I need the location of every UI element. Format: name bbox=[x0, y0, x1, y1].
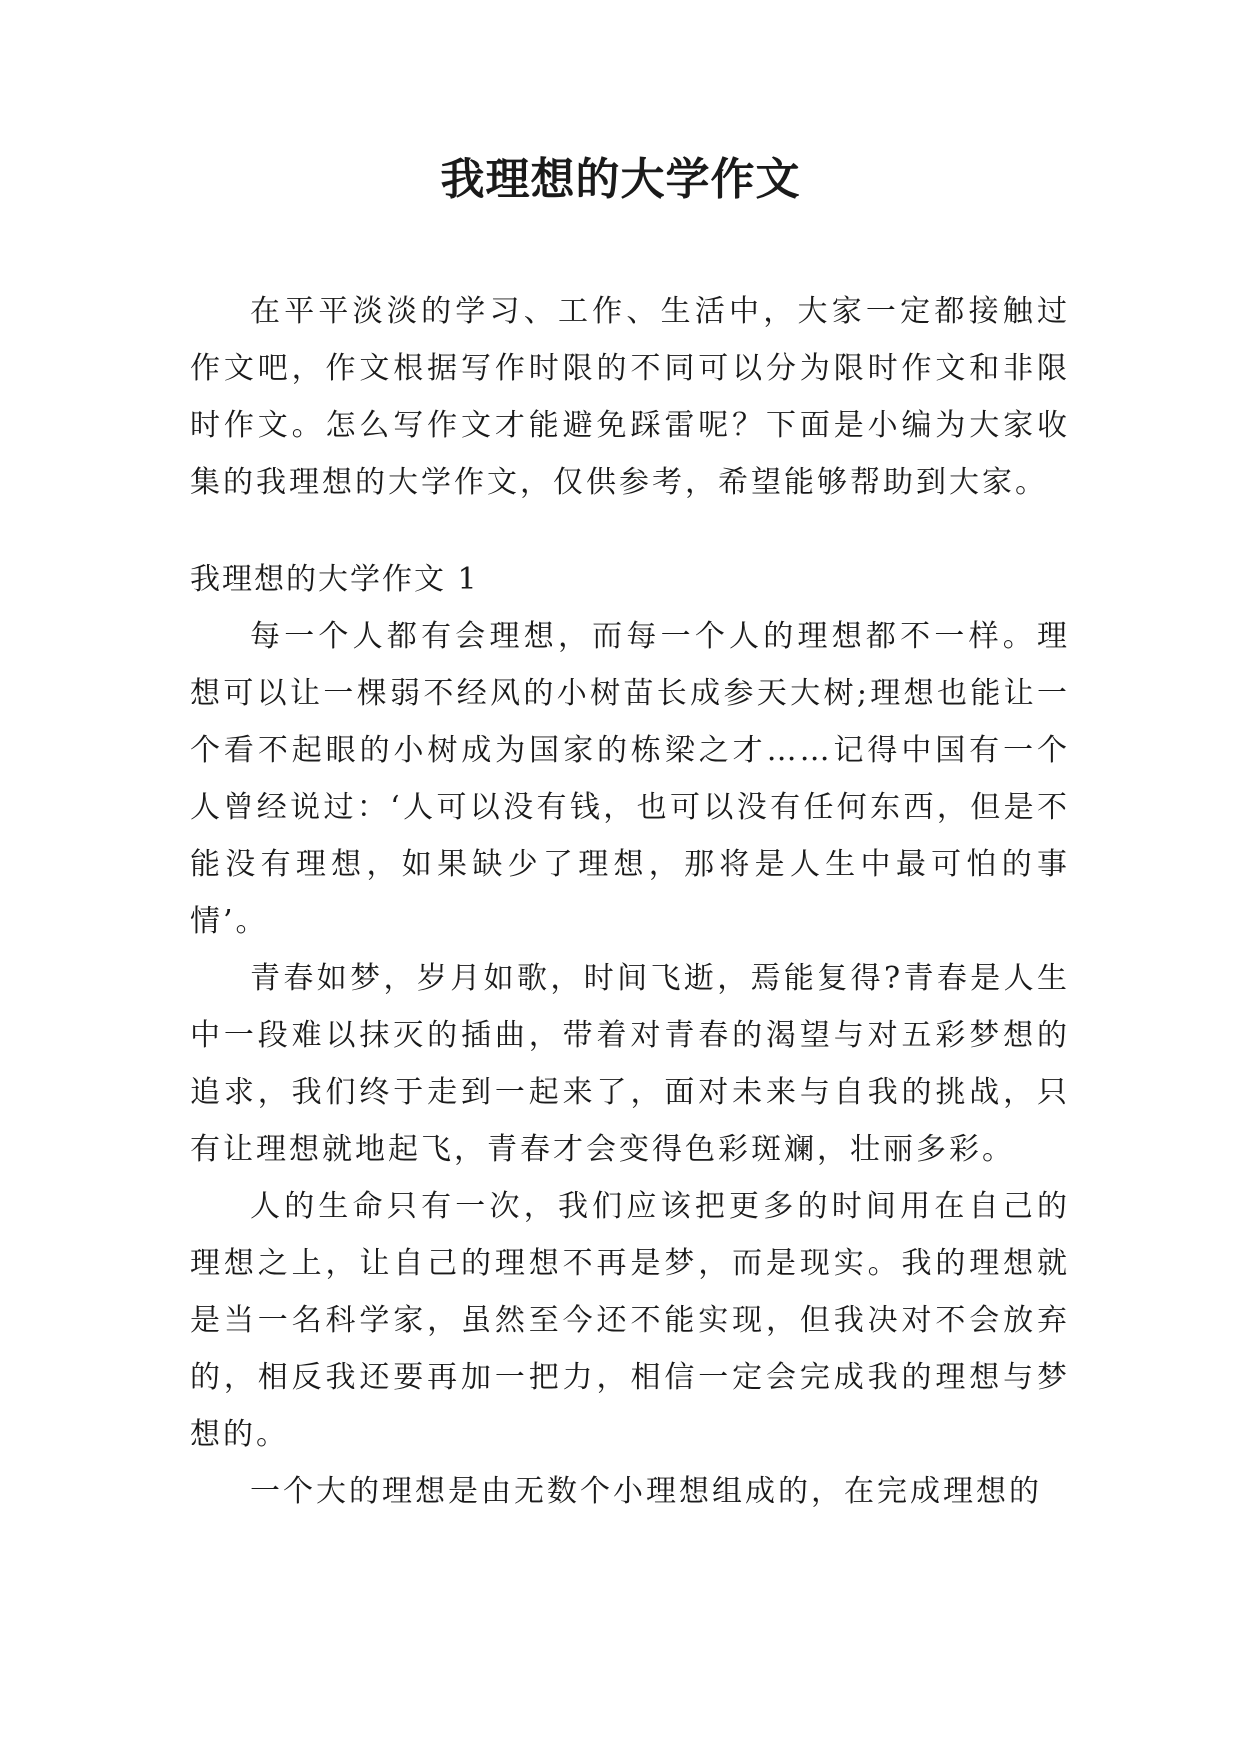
body-paragraph: 人的生命只有一次，我们应该把更多的时间用在自己的理想之上，让自己的理想不再是梦，而是现实。我的理想就是当一名科学家，虽然至今还不能实现，但我决对不会放弃的，相反我还要再加一把力，相信一定会完成我的理想与梦想的。 bbox=[190, 1189, 1070, 1452]
intro-paragraph: 在平平淡淡的学习、工作、生活中，大家一定都接触过作文吧，作文根据写作时限的不同可以分为限时作文和非限时作文。怎么写作文才能避免踩雷呢？下面是小编为大家收集的我理想的大学作文，仅供参考，希望能够帮助到大家。 bbox=[190, 294, 1070, 500]
body-paragraph: 一个大的理想是由无数个小理想组成的，在完成理想的 bbox=[250, 1474, 1042, 1509]
document-title: 我理想的大学作文 bbox=[440, 154, 801, 205]
body-paragraph: 青春如梦，岁月如歌，时间飞逝，焉能复得?青春是人生中一段难以抹灭的插曲，带着对青春的渴望与对五彩梦想的追求，我们终于走到一起来了，面对未来与自我的挑战，只有让理想就地起飞，青春才会变得色彩斑斓，壮丽多彩。 bbox=[190, 961, 1070, 1167]
document-body bbox=[190, 283, 1070, 1520]
body-paragraph: 每一个人都有会理想，而每一个人的理想都不一样。理想可以让一棵弱不经风的小树苗长成参天大树;理想也能让一个看不起眼的小树成为国家的栋梁之才……记得中国有一个人曾经说过：‘人可以没有钱，也可以没有任何东西，但是不能没有理想，如果缺少了理想，那将是人生中最可怕的事情’。 bbox=[190, 619, 1070, 939]
section-heading: 我理想的大学作文 1 bbox=[190, 562, 479, 597]
